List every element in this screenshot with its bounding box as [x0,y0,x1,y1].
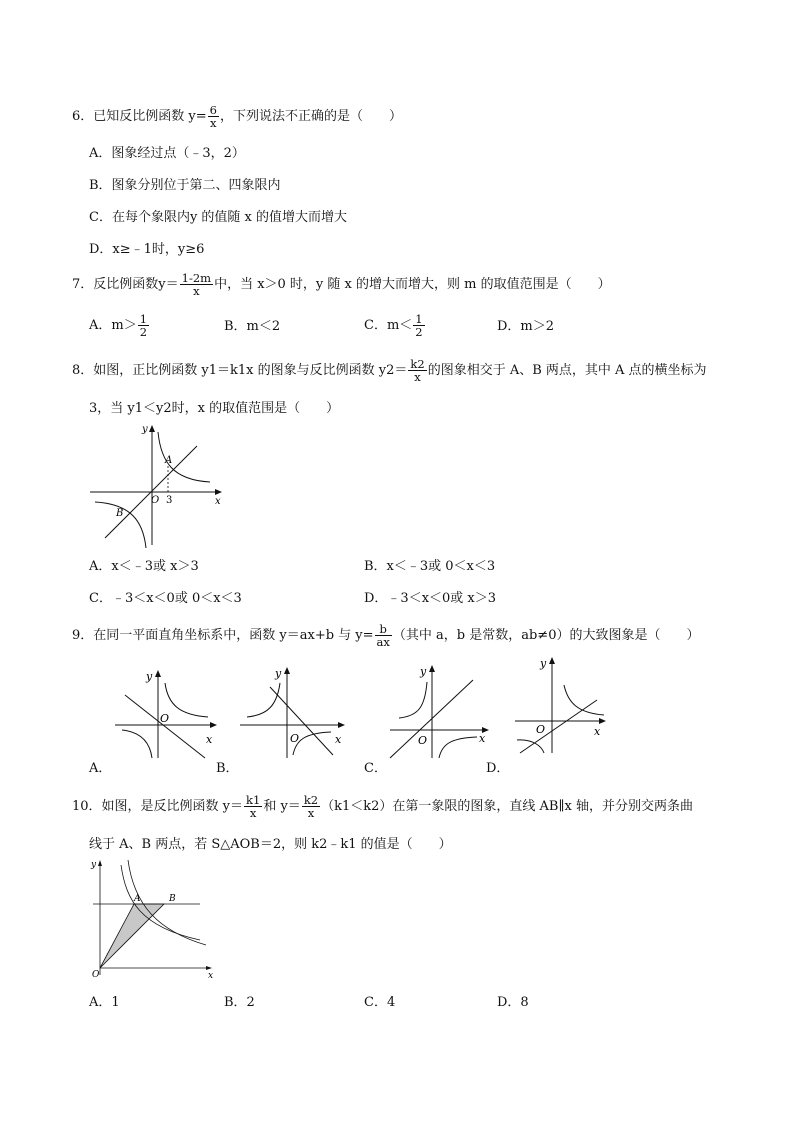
q9-graph-b [235,665,350,760]
q7-option-a: A．m＞ $\frac{1}{2}$ [89,312,148,340]
q8-tick-3: 3 [166,495,173,506]
svg-text:O: O [92,970,100,980]
svg-text:y: y [146,670,153,683]
svg-text:y: y [91,860,97,870]
q7-fraction: $\frac{1-2m}{x}$ [181,271,212,299]
q8-option-c: C．﹣3＜x＜0或 0＜x＜3 [89,591,242,606]
q10-triangle-aob [100,904,164,968]
q9c-curve-2 [439,737,477,758]
q9-stem: 9．在同一平面直角坐标系中，函数 y＝ax+b 与 y= $\frac{b}{ax}$ （其中 a，b 是常数，ab≠0）的大致图象是（ ） [72,622,700,650]
svg-text:y: y [275,667,282,680]
q7-option-b: B．m＜2 [224,319,281,334]
q6-stem-pre: 6．已知反比例函数 y= [72,109,207,125]
q10-figure [88,855,218,980]
q8-x-label: x [215,496,221,507]
svg-text:x: x [208,971,214,980]
q9b-curve-1 [247,683,280,717]
svg-text:x: x [335,733,342,746]
q7-option-d: D．m＞2 [497,319,555,334]
q9d-line [520,700,597,753]
q10-stem-line1: 10．如图，是反比例函数 y＝ $\frac{k1}{x}$ 和 y＝ $\frac{k2}{x}$ （k1＜k2）在第一象限的图象，直线 AB∥x 轴，并分别交两条曲 [72,793,693,821]
q7-stem: 7．反比例函数y＝ $\frac{1-2m}{x}$ 中，当 x＞0 时，y 随 x 的增大而增大，则 m 的取值范围是（ ） [72,271,611,299]
q9-label-a: A． [89,761,112,776]
q10-stem-line2: 线于 A、B 两点，若 S△AOB＝2，则 k2﹣k1 的值是（ ） [89,837,452,852]
q7-option-c: C．m＜ $\frac{1}{2}$ [364,312,423,340]
q10-option-a: A．1 [89,995,120,1010]
q10-fraction-1: $\frac{k1}{x}$ [246,793,261,821]
q9-label-d: D． [486,761,510,776]
q9a-curve-2 [122,730,152,758]
q8-y-arrow [149,425,155,432]
svg-text:A: A [134,894,141,904]
q8-option-d: D．﹣3＜x＜0或 x＞3 [364,591,497,606]
q9-fraction: $\frac{b}{ax}$ [376,622,390,650]
q6-option-a: A．图象经过点（﹣3，2） [89,146,245,161]
q10-fraction-2: $\frac{k2}{x}$ [303,793,319,821]
svg-text:y: y [420,665,427,678]
q9-graph-a [110,665,220,760]
q8-point-b: B [116,508,124,519]
q9-graph-d [512,655,612,755]
q8-option-b: B．x＜﹣3或 0＜x＜3 [364,559,496,574]
q9a-line [125,695,205,758]
svg-text:O: O [160,712,170,725]
q9-graph-c [385,660,495,760]
svg-text:y: y [540,657,547,670]
q8-fraction: $\frac{k2}{x}$ [410,357,425,385]
q6-option-c: C．在每个象限内y 的值随 x 的值增大而增大 [89,210,348,225]
svg-text:O: O [290,732,300,745]
svg-text:x: x [479,732,486,745]
q8-y-label: y [142,424,148,435]
q10-option-d: D．8 [497,995,529,1010]
q6-option-d: D．x≥﹣1时，y≥6 [89,242,205,257]
q6-stem [72,104,402,129]
q9b-line [270,687,333,755]
q6-stem-post: ，下列说法不正确的是（ ） [219,109,402,125]
q9-label-b: B． [216,761,239,776]
q9d-curve-1 [564,685,604,715]
q8-stem-line1: 8．如图，正比例函数 y1＝k1x 的图象与反比例函数 y2＝ $\frac{k2}{x}$ 的图象相交于 A、B 两点，其中 A 点的横坐标为 [72,357,707,385]
q8-figure [85,420,230,550]
q8-point-a: A [165,455,173,466]
q8-stem-line2: 3，当 y1＜y2时，x 的取值范围是（ ） [89,401,340,416]
svg-text:O: O [536,723,546,736]
q9d-curve-2 [517,740,544,753]
q10-option-b: B．2 [224,995,255,1010]
q6-option-b: B．图象分别位于第二、四象限内 [89,178,281,193]
q8-origin: O [151,495,160,506]
svg-text:x: x [594,725,601,738]
svg-text:O: O [418,734,428,747]
q9-label-c: C． [364,761,387,776]
q9c-curve-1 [399,682,427,718]
q10-option-c: C．4 [364,995,396,1010]
svg-text:B: B [169,894,176,904]
svg-text:x: x [206,733,213,746]
q8-x-arrow [215,489,222,495]
q9a-curve-1 [165,683,208,717]
q6-fraction: $\frac{6}{x}$ [209,103,217,131]
q8-option-a: A．x＜﹣3或 x＞3 [89,559,199,574]
